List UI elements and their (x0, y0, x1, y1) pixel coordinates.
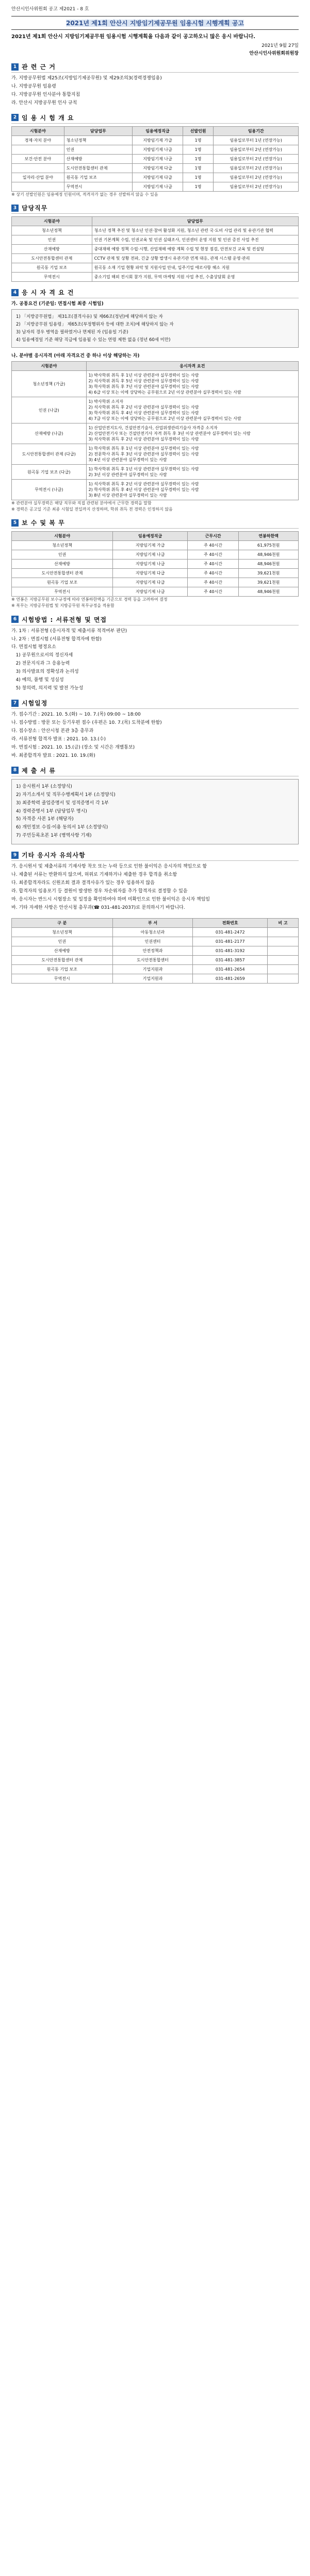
table-row (12, 182, 299, 191)
pay-table (11, 531, 299, 597)
table-cell: 주 40시간 (188, 569, 239, 578)
table-cell (268, 955, 299, 964)
list-item: 바. 최종합격자 발표 : 2021. 10. 19.(화) (11, 753, 95, 758)
section-title: 담당직무 (22, 205, 48, 212)
table-cell: 지방임기제 다급 (113, 578, 188, 587)
section-documents (11, 766, 299, 845)
pay-note: ※ 복무는 지방공무원법 및 지방공무원 복무규정을 적용함 (11, 603, 115, 608)
table-cell: 지방임기제 가급 (113, 541, 188, 550)
table-cell: 지방임기제 나급 (113, 587, 188, 597)
section-header (11, 518, 299, 529)
table-cell: 산재예방 (12, 245, 92, 254)
overview-table (11, 126, 299, 192)
table-cell: 중대재해 예방 정책 수립·시행, 산업재해 예방 계획 수립 및 현장 점검, 안전보건 교육 및 컨설팅 (92, 245, 298, 254)
table-cell: 무역전시 (나급) (12, 480, 87, 500)
list-item: 다. 접수장소 : 안산시청 본관 3층 총무과 (11, 728, 94, 734)
section-number: 6 (11, 616, 19, 623)
list-item: 2) 전문지식과 그 응용능력 (11, 661, 70, 667)
list-item: 2) 「지방공무원 임용령」 제65조(부정행위자 등에 대한 조치)에 해당하지 않는 자 (16, 322, 174, 328)
eligibility-table (11, 361, 299, 500)
table-row (12, 569, 299, 578)
table-cell: 031-481-3857 (193, 955, 268, 964)
table-row (12, 397, 299, 423)
section-header (11, 615, 299, 625)
table-row (12, 444, 299, 465)
notice-title (11, 16, 299, 30)
table-cell: 주 40시간 (188, 587, 239, 597)
table-cell: 임용일로부터 1년 (연장가능) (214, 135, 299, 145)
section-number: 1 (11, 63, 19, 71)
section-number: 2 (11, 114, 19, 121)
table-cell: 산재예방 (64, 154, 132, 163)
table-cell: 지방임기제 다급 (133, 163, 183, 173)
list-item: 라. 합격자의 임용포기 등 결원이 발생한 경우 차순위자를 추가 합격자로 결정할 수 있음 (11, 889, 188, 894)
table-cell (268, 937, 299, 946)
table-cell: 1명 (183, 182, 214, 191)
section-header (11, 699, 299, 709)
table-cell: 주 40시간 (188, 578, 239, 587)
documents-box (11, 779, 299, 845)
table-row (12, 955, 299, 964)
table-cell: 지방임기제 나급 (113, 560, 188, 569)
table-cell: 031-481-3192 (193, 946, 268, 955)
list-item: 라. 서류전형 합격자 발표 : 2021. 10. 13.(수) (11, 736, 106, 742)
section-number: 8 (11, 767, 19, 774)
section-header (11, 113, 299, 124)
list-item: 가. 접수기간 : 2021. 10. 5.(화) ~ 10. 7.(목) 09:00 ~ 18:00 (11, 712, 141, 718)
list-item: 가. 응시원서 및 제출서류의 기재사항 착오 또는 누락 등으로 인한 불이익은 응시자의 책임으로 함 (11, 864, 207, 870)
list-item: 7) 주민등록초본 1부 (병역사항 기재) (16, 833, 92, 839)
table-cell: 원곡동 기업 보조 (12, 263, 92, 273)
table-cell: 031-481-2177 (193, 937, 268, 946)
list-item: 라. 안산시 지방공무원 인사 규칙 (11, 100, 77, 106)
table-cell: 1) 박사학위 취득 후 1년 이상 관련분야 실무경력이 있는 사람 2) 석사학위 취득 후 5년 이상 관련분야 실무경력이 있는 사람 3) 학사학위 취득 후 7년 이상 관련분야 실무경력이 있는 사람 4) 6급 이상 또는 이에 상당하는 공무원으로 2년 이상 관련분야 실무경력이 있는 사람 (86, 371, 298, 397)
table-cell: 031-481-2659 (193, 974, 268, 983)
table-cell: 39,621천원 (239, 569, 299, 578)
table-row (12, 145, 299, 154)
section-number: 4 (11, 289, 19, 296)
table-row (12, 974, 299, 983)
list-item: 3) 최종학력 졸업증명서 및 성적증명서 각 1부 (16, 800, 109, 806)
title-text: 2021년 제1회 안산시 지방임기제공무원 임용시험 시행계획 공고 (66, 20, 244, 27)
table-header: 부 서 (112, 918, 193, 927)
table-header: 비 고 (268, 918, 299, 927)
table-cell: 인권센터 (112, 937, 193, 946)
table-header: 임용예정직급 (133, 126, 183, 135)
table-row (12, 927, 299, 937)
table-header-row (12, 126, 299, 135)
section-number: 5 (11, 519, 19, 527)
table-cell: 임용일로부터 2년 (연장가능) (214, 173, 299, 182)
table-cell: 무역전시 (12, 273, 92, 282)
table-cell: 일자리·산업 분야 (12, 173, 64, 182)
table-row (12, 946, 299, 955)
section-contacts (11, 918, 299, 984)
notice-date: 2021년 9월 27일 (262, 43, 299, 48)
table-header: 시험분야 (12, 532, 113, 541)
table-cell: 청소년정책 (가급) (12, 371, 87, 397)
table-row (12, 245, 299, 254)
list-item: 4) 경력증명서 1부 (담당업무 명시) (16, 808, 87, 814)
table-row (12, 173, 299, 182)
table-cell: 61,975천원 (239, 541, 299, 550)
table-header: 구 분 (12, 918, 113, 927)
table-cell: 지방임기제 나급 (133, 154, 183, 163)
section-header (11, 62, 299, 73)
table-header: 시험분야 (12, 217, 92, 226)
table-cell: 1) 학사학위 취득 후 1년 이상 관련분야 실무경력이 있는 사람 2) 전문학사 취득 후 3년 이상 관련분야 실무경력이 있는 사람 3) 4년 이상 관련분야 실무경력이 있는 사람 (86, 444, 298, 465)
list-item: 다. 면접시험 평정요소 (11, 645, 56, 650)
table-cell: 임용일로부터 2년 (연장가능) (214, 163, 299, 173)
table-cell: CCTV 관제 및 상황 전파, 긴급 상황 발생시 유관기관 연계 대응, 관제 시스템 운영·관리 (92, 254, 298, 263)
table-header-row (12, 918, 299, 927)
table-cell: 원곡동 기업 보조 (다급) (12, 465, 87, 480)
table-cell: 1명 (183, 163, 214, 173)
table-row (12, 541, 299, 550)
section-title: 관 련 근 거 (22, 63, 56, 71)
table-header-row (12, 217, 299, 226)
list-item: 4) 임용예정일 기준 해당 직급에 임용될 수 있는 연령 제한 없음 (정년 60세 미만) (16, 337, 171, 343)
list-item: 가. 1차 : 서류전형 (응시자격 및 제출서류 적격여부 판단) (11, 628, 127, 634)
table-cell: 도시안전통합센터 관제 (다급) (12, 444, 87, 465)
table-cell: 1) 학사학위 취득 후 1년 이상 관련분야 실무경력이 있는 사람 2) 3년 이상 관련분야 실무경력이 있는 사람 (86, 465, 298, 480)
table-row (12, 154, 299, 163)
section-eligibility (11, 288, 299, 512)
table-row (12, 423, 299, 444)
table-cell: 원곡동 기업 보조 (12, 964, 113, 974)
list-item: 3) 남자의 경우 병역을 필하였거나 면제된 자 (임용일 기준) (16, 329, 128, 335)
table-cell: 임용일로부터 2년 (연장가능) (214, 182, 299, 191)
table-cell: 도시안전통합센터 관제 (12, 569, 113, 578)
table-cell: 산재예방 (나급) (12, 423, 87, 444)
contacts-table (11, 918, 299, 984)
list-item: 가. 지방공무원법 제25조(지방임기제공무원) 및 제29조의3(경력경쟁임용) (11, 76, 162, 81)
table-cell: 지방임기제 가급 (133, 135, 183, 145)
table-cell: 도시안전통합센터 관제 (12, 254, 92, 263)
table-cell: 39,621천원 (239, 578, 299, 587)
list-item: 1) 응시원서 1부 (소정양식) (16, 784, 72, 789)
table-header-row (12, 362, 299, 371)
table-row (12, 465, 299, 480)
table-row (12, 578, 299, 587)
table-cell: 무역전시 (12, 587, 113, 597)
table-cell: 인권 (12, 235, 92, 245)
lead-text: 2021년 제1회 안산시 지방임기제공무원 임용시험 시행계획을 다음과 같이 공고하오니 많은 응시 바랍니다. (11, 34, 255, 40)
list-item: 6) 개인정보 수집·이용 동의서 1부 (소정양식) (16, 825, 108, 831)
specific-intro: 나. 분야별 응시자격 (아래 자격요건 중 하나 이상 해당하는 자) (11, 353, 140, 359)
table-cell: 무역전시 (64, 182, 132, 191)
table-cell: 기업지원과 (112, 964, 193, 974)
table-cell: 안전정책과 (112, 946, 193, 955)
table-cell: 보건·안전 분야 (12, 154, 64, 163)
table-row (12, 550, 299, 560)
table-cell: 임용일로부터 2년 (연장가능) (214, 154, 299, 163)
list-item: 1) 「지방공무원법」 제31조(결격사유) 및 제66조(정년)에 해당하지 않는 자 (16, 314, 163, 320)
table-row (12, 135, 299, 145)
section-basis (11, 62, 299, 107)
table-cell (268, 946, 299, 955)
eligibility-note: ※ 관련분야 실무경력은 해당 직무와 직접 관련된 분야에서 근무한 경력을 말함 (11, 501, 152, 506)
table-cell: 1) 산업안전지도사, 건설안전기술사, 산업위생관리기술사 자격증 소지자 2) 산업안전기사 또는 건설안전기사 자격 취득 후 3년 이상 관련분야 실무경력이 있는 사람 3) 석사학위 취득 후 2년 이상 관련분야 실무경력이 있는 사람 (86, 423, 298, 444)
section-title: 임 용 시 험 개 요 (22, 114, 74, 122)
table-cell: 주 40시간 (188, 560, 239, 569)
eligibility-intro: 가. 공통요건 (기준일: 면접시험 최종 시험일) (11, 301, 104, 307)
table-cell: 무역전시 (12, 974, 113, 983)
table-header: 담당업무 (64, 126, 132, 135)
list-item: 다. 지방공무원 인사분야 통합지침 (11, 92, 80, 97)
section-title: 응 시 자 격 요 건 (22, 289, 74, 297)
table-header: 연봉하한액 (239, 532, 299, 541)
table-row (12, 263, 299, 273)
notice-org: 안산시인사위원회위원장 (249, 51, 299, 56)
table-cell (268, 927, 299, 937)
table-cell: 48,946천원 (239, 560, 299, 569)
list-item: 5) 창의력, 의지력 및 발전 가능성 (11, 686, 84, 691)
table-cell: 청소년정책 (12, 541, 113, 550)
notice-number: 안산시인사위원회 공고 제2021 - 8 호 (11, 7, 89, 12)
table-cell: 도시안전통합센터 관제 (64, 163, 132, 173)
section-header (11, 288, 299, 298)
table-header: 응시자격 요건 (86, 362, 298, 371)
table-row (12, 587, 299, 597)
table-cell: 기업지원과 (112, 974, 193, 983)
table-cell (12, 145, 64, 154)
overview-note: ※ 상기 선발인원은 임용예정 인원이며, 적격자가 없는 경우 선발하지 않을 수 있음 (11, 192, 158, 197)
section-overview (11, 113, 299, 198)
section-title: 시험일정 (22, 700, 48, 707)
table-cell: 청소년정책 (12, 927, 113, 937)
section-header (11, 851, 299, 861)
section-header (11, 766, 299, 776)
section-title: 보 수 및 복 무 (22, 519, 65, 527)
section-header (11, 204, 299, 214)
list-item: 5) 자격증 사본 1부 (해당자) (16, 817, 74, 822)
table-cell: 48,946천원 (239, 550, 299, 560)
section-title: 제 출 서 류 (22, 767, 56, 774)
list-item: 마. 면접시험 : 2021. 10. 15.(금) (장소 및 시간은 개별통보) (11, 744, 135, 750)
table-cell: 청소년정책 (12, 226, 92, 235)
table-cell: 1명 (183, 145, 214, 154)
section-pay (11, 518, 299, 608)
section-number: 9 (11, 852, 19, 859)
table-cell: 인권 (나급) (12, 397, 87, 423)
common-requirements-box (11, 309, 299, 348)
table-cell: 지방임기제 다급 (133, 173, 183, 182)
section-number: 3 (11, 205, 19, 212)
table-row (12, 371, 299, 397)
table-row (12, 226, 299, 235)
table-header-row (12, 532, 299, 541)
duties-table (11, 216, 299, 282)
table-cell (268, 964, 299, 974)
table-cell: 1) 박사학위 소지자 2) 석사학위 취득 후 2년 이상 관련분야 실무경력이 있는 사람 3) 학사학위 취득 후 4년 이상 관련분야 실무경력이 있는 사람 4) 7급 이상 또는 이에 상당하는 공무원으로 2년 이상 관련분야 실무경력이 있는 사람 (86, 397, 298, 423)
table-header: 시험분야 (12, 126, 64, 135)
table-header: 근무시간 (188, 532, 239, 541)
table-cell: 경제·자치 분야 (12, 135, 64, 145)
list-item: 나. 지방공무원 임용령 (11, 83, 56, 89)
table-header: 전화번호 (193, 918, 268, 927)
table-cell: 1) 석사학위 취득 후 2년 이상 관련분야 실무경력이 있는 사람 2) 학사학위 취득 후 4년 이상 관련분야 실무경력이 있는 사람 3) 8년 이상 관련분야 실무경력이 있는 사람 (86, 480, 298, 500)
table-row (12, 937, 299, 946)
table-row (12, 480, 299, 500)
table-row (12, 560, 299, 569)
table-cell: 1명 (183, 173, 214, 182)
list-item: 1) 공무원으로서의 정신자세 (11, 653, 73, 658)
table-cell: 48,946천원 (239, 587, 299, 597)
list-item: 다. 최종합격자라도 신원조회 결과 결격사유가 있는 경우 임용하지 않음 (11, 880, 155, 886)
table-header: 시험분야 (12, 362, 87, 371)
table-cell: 인권 (12, 937, 113, 946)
table-row (12, 163, 299, 173)
table-cell (268, 974, 299, 983)
table-row (12, 254, 299, 263)
table-cell: 지방임기제 나급 (133, 145, 183, 154)
table-cell: 아동청소년과 (112, 927, 193, 937)
list-item: 바. 기타 자세한 사항은 안산시청 총무과(☎ 031-481-2037)로 문의하시기 바랍니다. (11, 905, 185, 910)
table-cell: 인권 (12, 550, 113, 560)
table-cell: 인권 (64, 145, 132, 154)
table-row (12, 273, 299, 282)
table-cell: 주 40시간 (188, 550, 239, 560)
table-cell (12, 163, 64, 173)
list-item: 나. 접수방법 : 방문 또는 등기우편 접수 (우편은 10. 7.(목) 도착분에 한함) (11, 720, 162, 726)
section-schedule (11, 699, 299, 760)
table-header: 임용예정직급 (113, 532, 188, 541)
table-header: 담당업무 (92, 217, 298, 226)
table-cell: 청소년정책 (64, 135, 132, 145)
table-cell: 1명 (183, 154, 214, 163)
table-header: 선발인원 (183, 126, 214, 135)
table-cell: 주 40시간 (188, 541, 239, 550)
list-item: 나. 제출된 서류는 반환하지 않으며, 허위로 기재하거나 제출한 경우 합격을 취소함 (11, 872, 177, 878)
list-item: 마. 응시자는 반드시 시험장소 및 일정을 확인하여야 하며 미확인으로 인한 불이익은 응시자 책임임 (11, 897, 210, 903)
list-item: 3) 의사발표의 정확성과 논리성 (11, 669, 79, 675)
eligibility-note: ※ 경력은 공고일 기준 최종 시험일 전일까지 산정하며, 학위 취득 전 경력은 인정하지 않음 (11, 506, 173, 512)
table-cell: 산재예방 (12, 560, 113, 569)
section-duties (11, 204, 299, 282)
section-notes (11, 851, 299, 912)
table-cell: 지방임기제 다급 (113, 569, 188, 578)
table-row (12, 235, 299, 245)
table-cell: 원곡동 기업 보조 (64, 173, 132, 182)
section-title: 기타 응시자 유의사항 (22, 852, 86, 859)
table-cell: 원곡동 기업 보조 (12, 578, 113, 587)
table-cell: 1명 (183, 135, 214, 145)
list-item: 2) 자기소개서 및 직무수행계획서 1부 (소정양식) (16, 792, 116, 798)
table-cell (12, 182, 64, 191)
table-cell: 031-481-2472 (193, 927, 268, 937)
list-item: 나. 2차 : 면접시험 (서류전형 합격자에 한함) (11, 636, 102, 642)
list-item: 4) 예의, 품행 및 성실성 (11, 677, 64, 683)
table-cell: 도시안전통합센터 (112, 955, 193, 964)
table-cell: 청소년 정책 추진 및 청소년 인권·참여 활성화 지원, 청소년 관련 국·도비 사업 관리 및 유관기관 협력 (92, 226, 298, 235)
section-title: 시험방법 : 서류전형 및 면접 (22, 616, 107, 623)
table-header: 임용기간 (214, 126, 299, 135)
section-number: 7 (11, 700, 19, 707)
table-cell: 임용일로부터 2년 (연장가능) (214, 145, 299, 154)
table-cell: 031-481-2654 (193, 964, 268, 974)
section-method (11, 615, 299, 693)
pay-note: ※ 연봉은 지방공무원 보수규정에 따라 연봉하한액을 기준으로 경력 등을 고려하여 결정 (11, 597, 168, 602)
table-cell: 중소기업 해외 전시회 참가 지원, 무역 마케팅 지원 사업 추진, 수출상담회 운영 (92, 273, 298, 282)
table-cell: 지방임기제 나급 (113, 550, 188, 560)
table-cell: 인권 기본계획 수립, 인권교육 및 인권 실태조사, 인권센터 운영 지원 및 인권 증진 사업 추진 (92, 235, 298, 245)
table-cell: 산재예방 (12, 946, 113, 955)
table-cell: 도시안전통합센터 관제 (12, 955, 113, 964)
table-row (12, 964, 299, 974)
table-cell: 원곡동 소재 기업 현황 파악 및 지원사업 안내, 입주기업 애로사항 해소 지원 (92, 263, 298, 273)
table-cell: 지방임기제 나급 (133, 182, 183, 191)
